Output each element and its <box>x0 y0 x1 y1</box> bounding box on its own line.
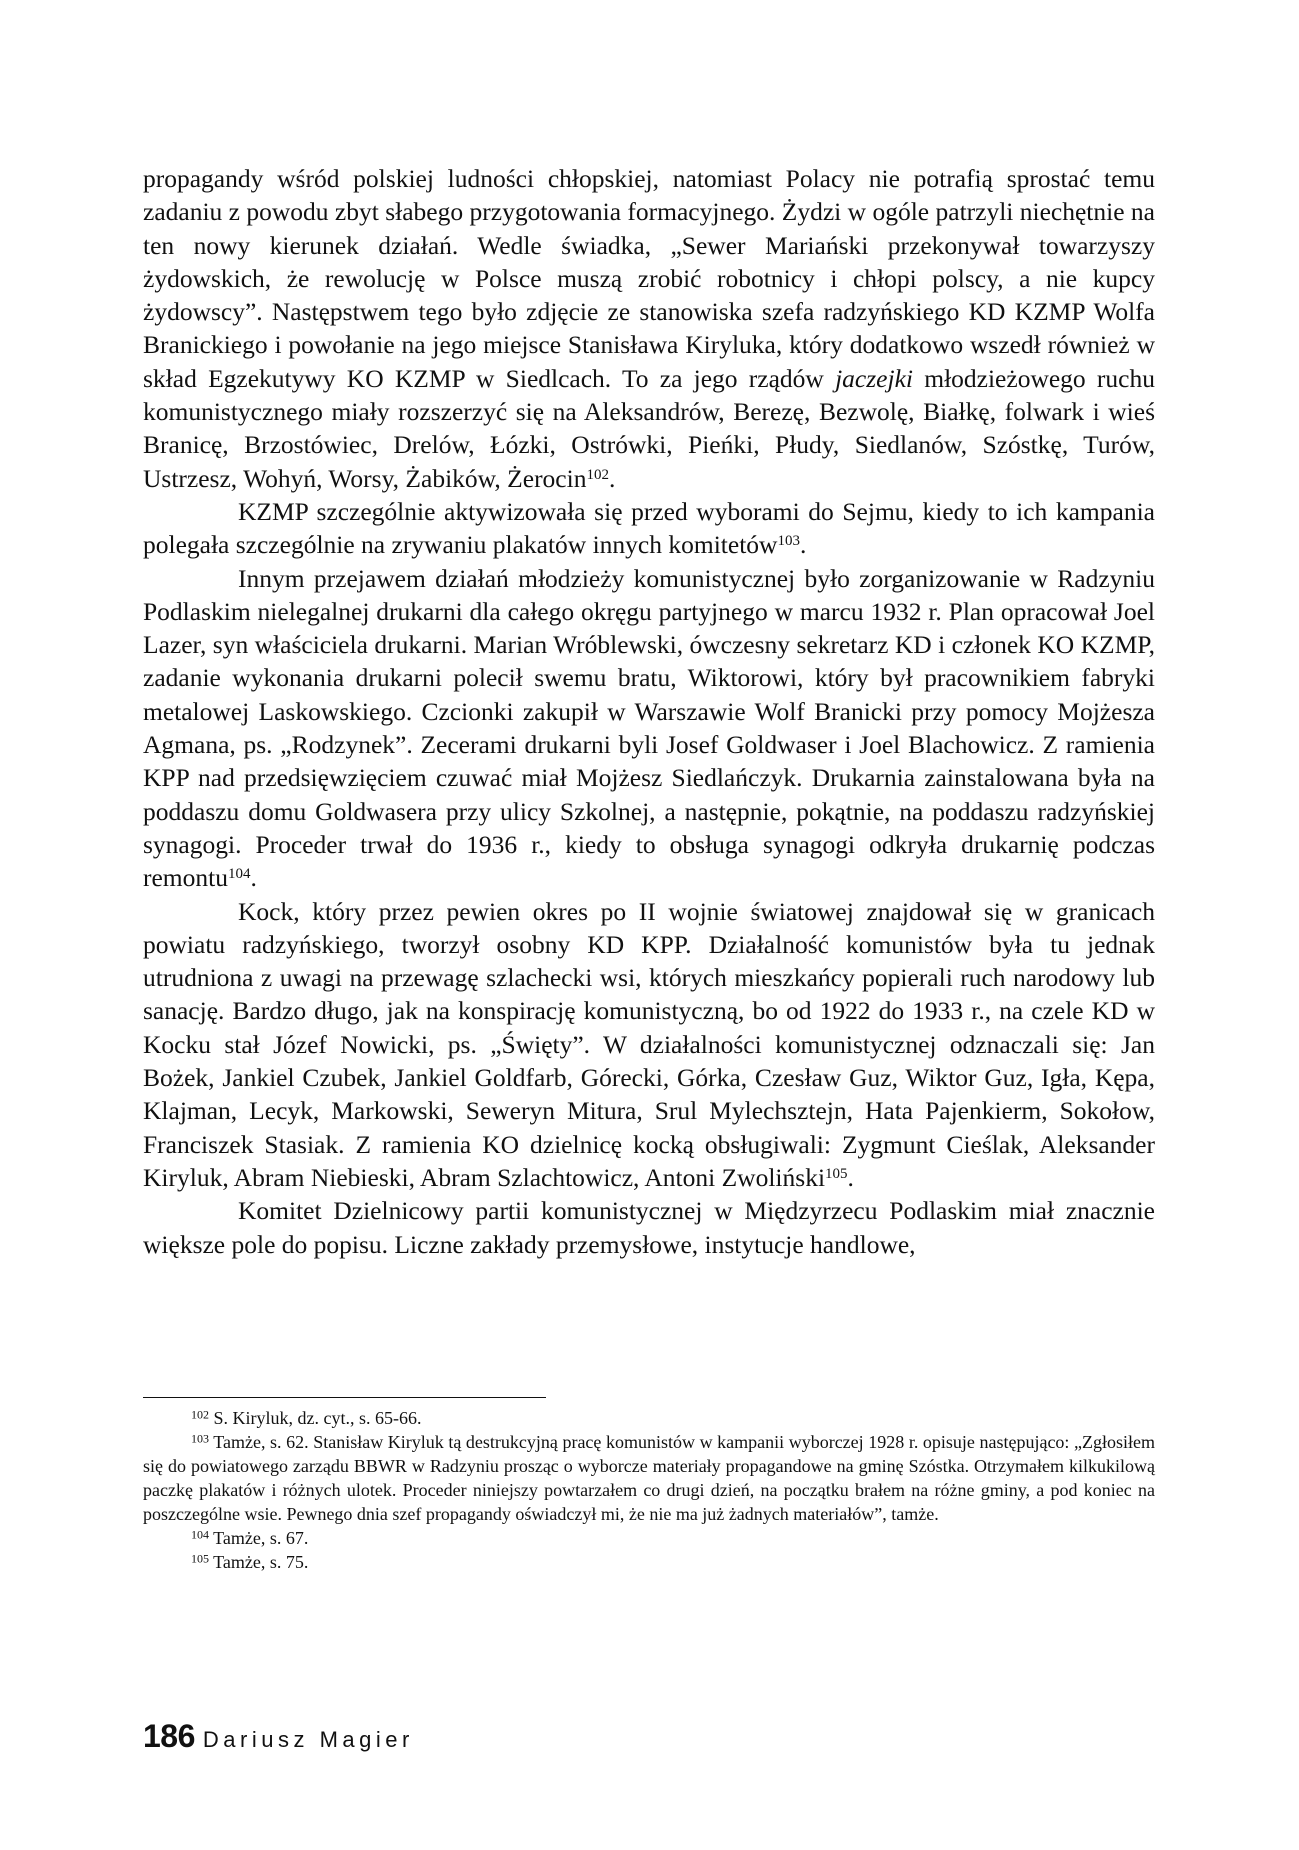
footnote-divider <box>143 1397 546 1398</box>
main-text <box>143 162 1155 1261</box>
footnote-text: S. Kiryluk, dz. cyt., s. 65-66. <box>209 1408 422 1428</box>
footnote-text: Tamże, s. 62. Stanisław Kiryluk tą destrukcyjną pracę komunistów w kampanii wyborczej 1928 r. opisuje następująco: „Zgłosiłem się do powiatowego zarządu BBWR w Radzyniu prosząc o wyborcze materiały propagandowe na gminę Szóstka. Otrzymałem kilkukilową paczkę plakatów i różnych ulotek. Proceder niniejszy powtarzałem co drugi dzień, na początku brałem na różne gminy, a pod koniec na poszczególne wsie. Pewnego dnia szef propagandy oświadczył mi, że nie ma już żadnych materiałów”, tamże. <box>143 1432 1155 1524</box>
text-segment: . <box>799 530 807 560</box>
page-footer <box>143 1718 414 1755</box>
paragraph <box>143 162 1155 495</box>
footnote-number: 103 <box>191 1431 209 1446</box>
footnote-number: 104 <box>191 1527 209 1542</box>
footnote-reference[interactable]: 104 <box>227 865 251 882</box>
footnote-number: 102 <box>191 1407 209 1422</box>
paragraph <box>143 1194 1155 1261</box>
footnote-reference[interactable]: 105 <box>825 1165 848 1182</box>
page-number: 186 <box>143 1718 195 1754</box>
text-segment: . <box>250 863 257 893</box>
paragraph <box>143 495 1155 562</box>
footnote-text: Tamże, s. 67. <box>209 1528 309 1548</box>
text-segment: . <box>847 1162 854 1192</box>
text-segment: . <box>608 463 616 493</box>
text-segment: Innym przejawem działań młodzieży komunistycznej było zorganizowanie w Radzyniu Podlaskim nielegalnej drukarni dla całego okręgu partyjnego w marcu 1932 r. Plan opracował Joel Lazer, syn właściciela drukarni. Marian Wróblewski, ówczesny sekretarz KD i członek KO KZMP, zadanie wykonania drukarni polecił swemu bratu, Wiktorowi, który był pracownikiem fabryki metalowej Laskowskiego. Czcionki zakupił w Warszawie Wolf Branicki przy pomocy Mojżesza Agmana, ps. „Rodzynek”. Zecerami drukarni byli Josef Goldwaser i Joel Blachowicz. Z ramienia KPP nad przedsięwzięciem czuwać miał Mojżesz Siedlańczyk. Drukarnia zainstalowana była na poddaszu domu Goldwasera przy ulicy Szkolnej, a następnie, pokątnie, na poddaszu radzyńskiej synagogi. Proceder trwał do 1936 r., kiedy to obsługa synagogi odkryła drukarnię podczas remontu <box>143 563 1155 893</box>
text-segment: młodzieżowego ruchu komunistycznego miały rozszerzyć się na Aleksandrów, Berezę, Bezwolę, Białkę, folwark i wieś Branicę, Brzostówiec, Drelów, Łózki, Ostrówki, Pieńki, Płudy, Siedlanów, Szóstkę, Turów, Ustrzesz, Wohyń, Worsy, Żabików, Żerocin <box>143 363 1155 493</box>
footnote-number: 105 <box>191 1551 209 1566</box>
paragraph <box>143 895 1155 1195</box>
text-segment: Komitet Dzielnicowy partii komunistycznej w Międzyrzecu Podlaskim miał znacznie większe pole do popisu. Liczne zakłady przemysłowe, instytucje handlowe, <box>143 1196 1155 1259</box>
footnote <box>143 1406 1155 1430</box>
footnote-reference[interactable]: 103 <box>777 533 800 550</box>
footnote <box>143 1430 1155 1526</box>
text-segment: propagandy wśród polskiej ludności chłopskiej, natomiast Polacy nie potrafią sprostać temu zadaniu z powodu zbyt słabego przygotowania formacyjnego. Żydzi w ogóle patrzyli niechętnie na ten nowy kierunek działań. Wedle świadka, „Sewer Mariański przekonywał towarzyszy żydowskich, że rewolucję w Polsce muszą zrobić robotnicy i chłopi polscy, a nie kupcy żydowscy”. Następstwem tego było zdjęcie ze stanowiska szefa radzyńskiego KD KZMP Wolfa Branickiego i powołanie na jego miejsce Stanisława Kiryluka, który dodatkowo wszedł również w skład Egzekutywy KO KZMP w Siedlcach. To za jego rządów <box>143 164 1155 393</box>
footnote-reference[interactable]: 102 <box>586 466 609 483</box>
footnote <box>143 1550 1155 1574</box>
italic-text: jaczejki <box>835 363 913 393</box>
author-name: Dariusz Magier <box>202 1727 414 1752</box>
footnotes <box>143 1406 1155 1574</box>
footnote-text: Tamże, s. 75. <box>209 1552 309 1572</box>
text-segment: KZMP szczególnie aktywizowała się przed wyborami do Sejmu, kiedy to ich kampania polegała szczególnie na zrywaniu plakatów innych komitetów <box>143 496 1155 560</box>
paragraph <box>143 562 1155 895</box>
text-segment: Kock, który przez pewien okres po II wojnie światowej znajdował się w granicach powiatu radzyńskiego, tworzył osobny KD KPP. Działalność komunistów była tu jednak utrudniona z uwagi na przewagę szlachecki wsi, których mieszkańcy popierali ruch narodowy lub sanację. Bardzo długo, jak na konspirację komunistyczną, bo od 1922 do 1933 r., na czele KD w Kocku stał Józef Nowicki, ps. „Święty”. W działalności komunistycznej odznaczali się: Jan Bożek, Jankiel Czubek, Jankiel Goldfarb, Górecki, Górka, Czesław Guz, Wiktor Guz, Igła, Kępa, Klajman, Lecyk, Markowski, Seweryn Mitura, Srul Mylechsztejn, Hata Pajenkierm, Sokołow, Franciszek Stasiak. Z ramienia KO dzielnicę kocką obsługiwali: Zygmunt Cieślak, Aleksander Kiryluk, Abram Niebieski, Abram Szlachtowicz, Antoni Zwoliński <box>143 896 1155 1192</box>
footnote <box>143 1526 1155 1550</box>
